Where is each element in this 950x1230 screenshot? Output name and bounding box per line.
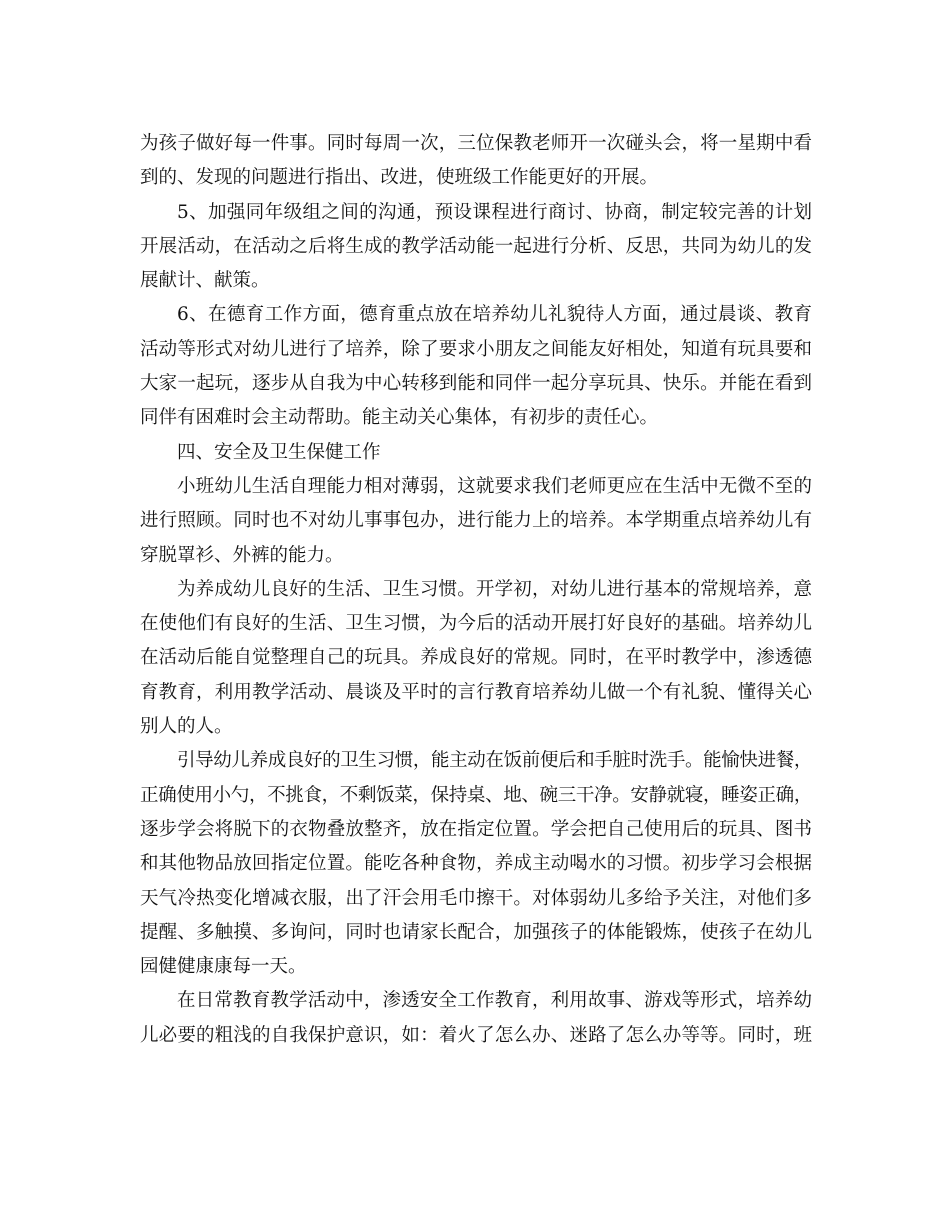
text-line: 正确使用小勺，不挑食，不剩饭菜，保持桌、地、碗三干净。安静就寝，睡姿正确，: [140, 784, 812, 806]
text-line: 在日常教育教学活动中，渗透安全工作教育，利用故事、游戏等形式，培养幼: [177, 990, 812, 1012]
text-line: 逐步学会将脱下的衣物叠放整齐，放在指定位置。学会把自己使用后的玩具、图书: [140, 818, 812, 840]
text-line: 穿脱罩衫、外裤的能力。: [140, 544, 344, 566]
text-line: 开展活动，在活动之后将生成的教学活动能一起进行分析、反思，共同为幼儿的发: [140, 235, 812, 257]
text-line: 大家一起玩，逐步从自我为中心转移到能和同伴一起分享玩具、快乐。并能在看到: [140, 373, 812, 395]
text-line: 和其他物品放回指定位置。能吃各种食物，养成主动喝水的习惯。初步学习会根据: [140, 853, 812, 875]
text-line: 育教育，利用教学活动、晨谈及平时的言行教育培养幼儿做一个有礼貌、懂得关心: [140, 681, 812, 703]
text-line: 在使他们有良好的生活、卫生习惯，为今后的活动开展打好良好的基础。培养幼儿: [140, 613, 812, 635]
text-line: 别人的人。: [140, 716, 233, 738]
text-line: 进行照顾。同时也不对幼儿事事包办，进行能力上的培养。本学期重点培养幼儿有: [140, 510, 812, 532]
text-line: 引导幼儿养成良好的卫生习惯，能主动在饭前便后和手脏时洗手。能愉快进餐，: [177, 750, 812, 772]
text-line: 5、加强同年级组之间的沟通，预设课程进行商讨、协商，制定较完善的计划: [177, 201, 812, 223]
text-line: 展献计、献策。: [140, 270, 270, 292]
text-line: 儿必要的粗浅的自我保护意识，如：着火了怎么办、迷路了怎么办等等。同时，班: [140, 1024, 812, 1046]
text-line: 活动等形式对幼儿进行了培养，除了要求小朋友之间能友好相处，知道有玩具要和: [140, 338, 812, 360]
text-line: 为孩子做好每一件事。同时每周一次，三位保教老师开一次碰头会，将一星期中看: [140, 133, 812, 154]
text-line: 提醒、多触摸、多询问，同时也请家长配合，加强孩子的体能锻炼，使孩子在幼儿: [140, 921, 812, 943]
body-text: [140, 127, 812, 1053]
section-heading: 四、安全及卫生保健工作: [177, 441, 381, 463]
text-line: 6、在德育工作方面，德育重点放在培养幼儿礼貌待人方面，通过晨谈、教育: [177, 304, 812, 326]
text-line: 同伴有困难时会主动帮助。能主动关心集体，有初步的责任心。: [140, 407, 659, 429]
text-line: 为养成幼儿良好的生活、卫生习惯。开学初，对幼儿进行基本的常规培养，意: [177, 578, 812, 600]
text-line: 园健健康康每一天。: [140, 956, 307, 978]
text-line: 天气冷热变化增减衣服，出了汗会用毛巾擦干。对体弱幼儿多给予关注，对他们多: [140, 887, 812, 909]
text-line: 到的、发现的问题进行指出、改进，使班级工作能更好的开展。: [140, 167, 659, 189]
text-line: 在活动后能自觉整理自己的玩具。养成良好的常规。同时，在平时教学中，渗透德: [140, 647, 812, 669]
text-line: 小班幼儿生活自理能力相对薄弱，这就要求我们老师更应在生活中无微不至的: [177, 475, 812, 497]
